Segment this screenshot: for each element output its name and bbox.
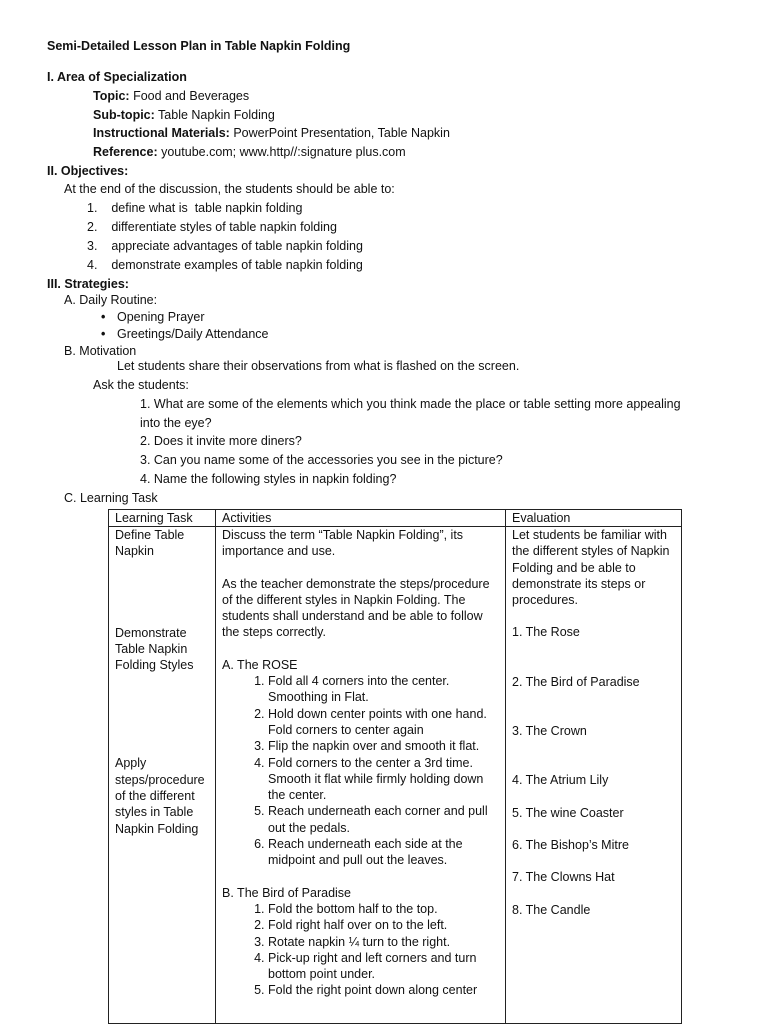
evaluation-item: 8. The Candle <box>512 902 591 917</box>
evaluation-item: 7. The Clowns Hat <box>512 870 615 885</box>
bird-step: 5. Fold the right point down along center <box>268 982 499 998</box>
activities-cell <box>216 527 506 1024</box>
evaluation-item: 2. The Bird of Paradise <box>512 674 640 689</box>
section-2-heading: II. Objectives: <box>47 164 129 178</box>
ask-students: Ask the students: <box>93 378 189 392</box>
rose-step: 1. Fold all 4 corners into the center. Smoothing in Flat. <box>268 673 499 706</box>
bird-steps-list <box>222 901 499 999</box>
materials-line <box>93 126 450 141</box>
bird-step: 4. Pick-up right and left corners and turn bottom point under. <box>268 950 499 983</box>
rose-step: 3. Flip the napkin over and smooth it flat. <box>268 738 499 754</box>
bird-step: 3. Rotate napkin ¼ turn to the right. <box>268 934 499 950</box>
evaluation-item: 4. The Atrium Lily <box>512 773 609 788</box>
task-demonstrate: Demonstrate Table Napkin Folding Styles <box>115 625 194 673</box>
learning-task-table <box>108 509 682 1024</box>
activity-paragraph: As the teacher demonstrate the steps/procedure of the different styles in Napkin Folding. The students shall understand and be able to follow the steps correctly. <box>222 576 490 640</box>
daily-routine-item: • Greetings/Daily Attendance <box>117 327 268 342</box>
reference-value: youtube.com; www.http//:signature plus.com <box>161 145 406 159</box>
header-evaluation: Evaluation <box>506 510 682 527</box>
table-header-row <box>109 510 682 527</box>
objective-item: 4. demonstrate examples of table napkin folding <box>87 258 363 272</box>
evaluation-item: 5. The wine Coaster <box>512 805 624 820</box>
bird-step: 2. Fold right half over on to the left. <box>268 917 499 933</box>
daily-routine-item: • Opening Prayer <box>117 310 205 325</box>
rose-step: 5. Reach underneath each corner and pull out the pedals. <box>268 803 499 836</box>
evaluation-item: 3. The Crown <box>512 724 587 739</box>
document-title: Semi-Detailed Lesson Plan in Table Napkin Folding <box>47 39 351 53</box>
rose-heading: A. The ROSE <box>222 657 298 672</box>
daily-routine-heading: A. Daily Routine: <box>64 293 158 307</box>
rose-steps-list <box>222 673 499 869</box>
section-1-heading: I. Area of Specialization <box>47 70 187 84</box>
objectives-intro: At the end of the discussion, the students should be able to: <box>64 182 395 196</box>
topic-value: Food and Beverages <box>133 89 250 103</box>
motivation-text: Let students share their observations from what is flashed on the screen. <box>117 359 520 373</box>
evaluation-item: 6. The Bishop’s Mitre <box>512 837 629 852</box>
materials-value: PowerPoint Presentation, Table Napkin <box>233 126 450 140</box>
task-define: Define Table Napkin <box>115 528 185 559</box>
objective-item: 2. differentiate styles of table napkin folding <box>87 220 337 234</box>
evaluation-cell <box>506 527 682 1024</box>
evaluation-item: 1. The Rose <box>512 625 580 640</box>
evaluation-intro: Let students be familiar with the different styles of Napkin Folding and be able to demonstrate its steps or procedures. <box>512 528 670 608</box>
question-item: 2. Does it invite more diners? <box>140 434 302 448</box>
header-activities: Activities <box>216 510 506 527</box>
question-item: 3. Can you name some of the accessories you see in the picture? <box>140 453 503 467</box>
objective-item: 1. define what is table napkin folding <box>87 201 303 215</box>
subtopic-label: Sub-topic: <box>93 108 155 122</box>
rose-step: 6. Reach underneath each side at the midpoint and pull out the leaves. <box>268 836 499 869</box>
topic-line <box>93 89 249 104</box>
reference-line <box>93 145 406 160</box>
topic-label: Topic: <box>93 89 130 103</box>
subtopic-value: Table Napkin Folding <box>158 108 275 122</box>
question-item: 4. Name the following styles in napkin folding? <box>140 472 397 486</box>
rose-step: 2. Hold down center points with one hand. Fold corners to center again <box>268 706 499 739</box>
motivation-heading: B. Motivation <box>64 344 137 358</box>
header-learning-task: Learning Task <box>109 510 216 527</box>
question-item: into the eye? <box>140 416 212 430</box>
table-row <box>109 527 682 1024</box>
rose-step: 4. Fold corners to the center a 3rd time. Smooth it flat while firmly holding down the center. <box>268 755 499 804</box>
bird-step: 1. Fold the bottom half to the top. <box>268 901 499 917</box>
reference-label: Reference: <box>93 145 158 159</box>
learning-task-heading: C. Learning Task <box>64 491 158 505</box>
section-3-heading: III. Strategies: <box>47 277 129 291</box>
activity-paragraph: Discuss the term “Table Napkin Folding”, its importance and use. <box>222 528 464 559</box>
objective-item: 3. appreciate advantages of table napkin folding <box>87 239 363 253</box>
materials-label: Instructional Materials: <box>93 126 230 140</box>
bird-heading: B. The Bird of Paradise <box>222 885 352 900</box>
task-apply: Apply steps/procedure of the different styles in Table Napkin Folding <box>115 756 205 836</box>
question-item: 1. What are some of the elements which you think made the place or table setting more appealing <box>140 397 681 411</box>
subtopic-line <box>93 108 275 123</box>
learning-task-cell <box>109 527 216 1024</box>
